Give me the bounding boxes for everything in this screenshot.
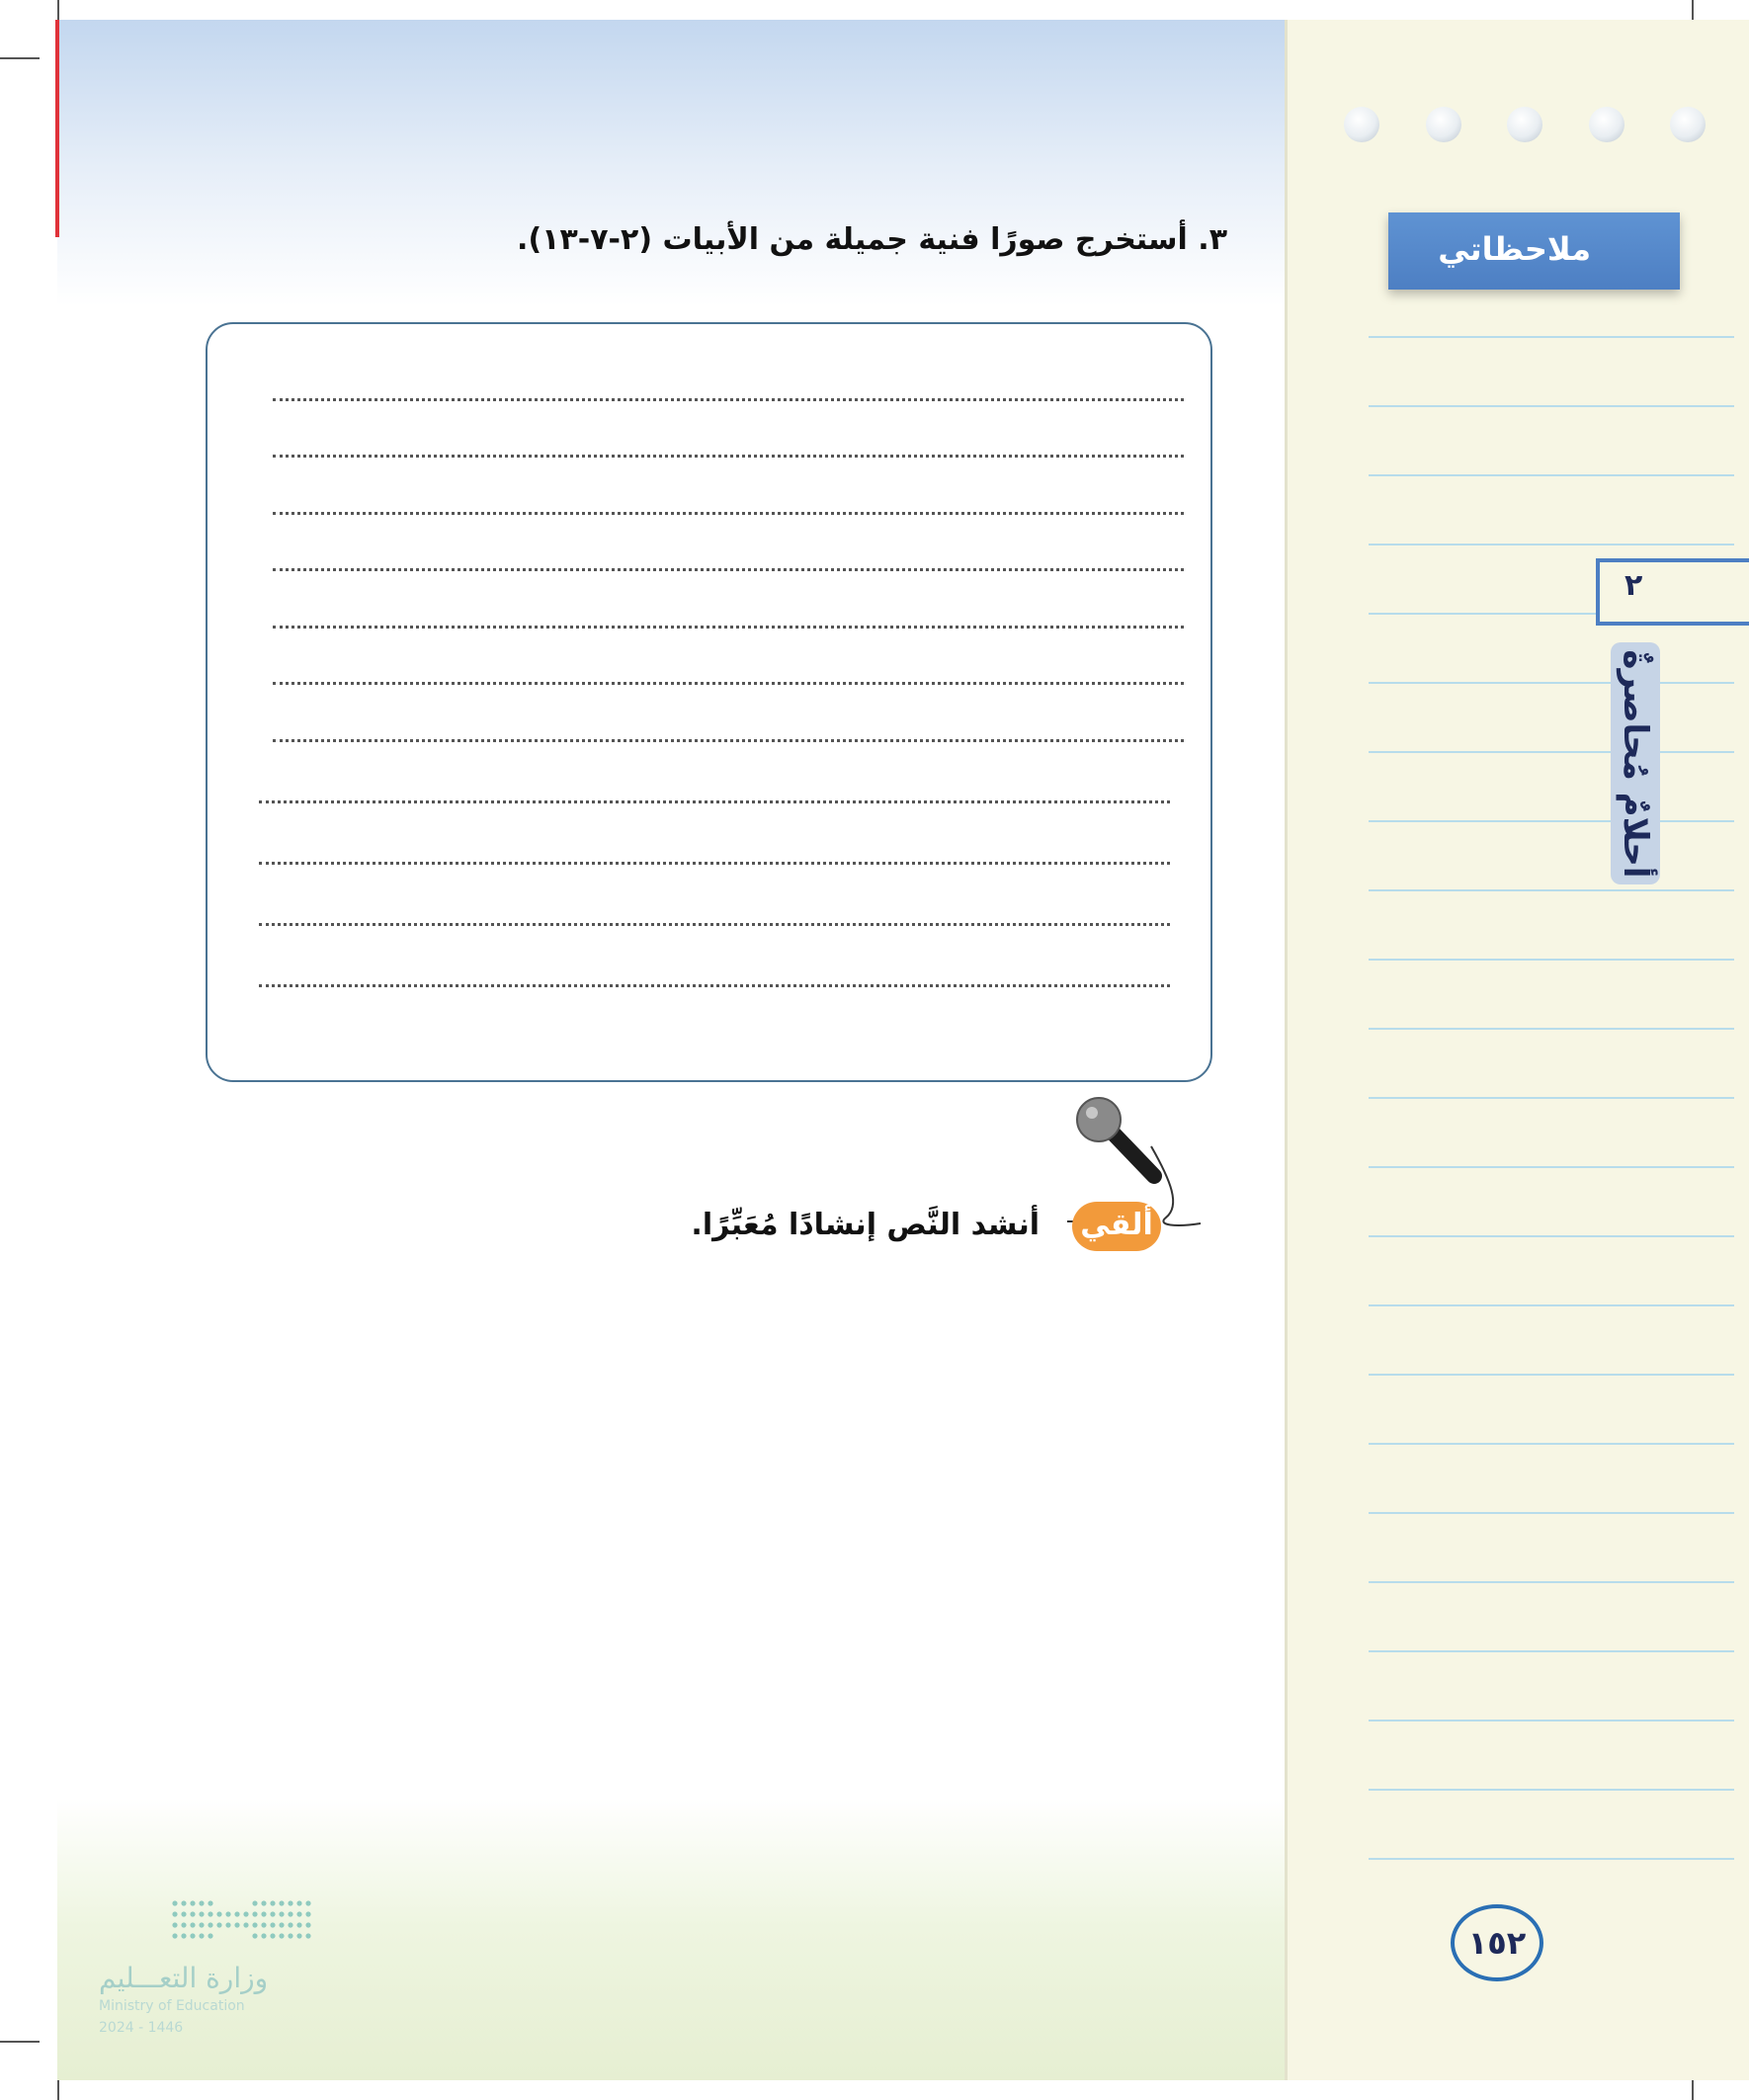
crop-mark — [0, 2041, 40, 2043]
answer-line[interactable] — [259, 800, 1170, 803]
notes-rule-line — [1369, 959, 1734, 961]
notes-rule-line — [1369, 1166, 1734, 1168]
answer-line[interactable] — [273, 398, 1184, 401]
answer-line[interactable] — [273, 626, 1184, 629]
question-3: ٣. أستخرج صورًا فنية جميلة من الأبيات (٢-٧-١٣). — [517, 222, 1227, 257]
answer-line[interactable] — [259, 984, 1170, 987]
notes-rule-line — [1369, 1028, 1734, 1030]
binder-hole-icon — [1344, 107, 1379, 142]
notes-rule-line — [1369, 1235, 1734, 1237]
answer-line[interactable] — [259, 862, 1170, 865]
binder-hole-icon — [1426, 107, 1461, 142]
recite-instruction: أنشد النَّص إنشادًا مُعَبِّرًا. — [691, 1208, 1040, 1242]
answer-box[interactable] — [206, 322, 1212, 1082]
edge-marker — [55, 20, 59, 237]
crop-mark — [0, 57, 40, 59]
answer-line[interactable] — [273, 455, 1184, 458]
notes-rule-line — [1369, 1097, 1734, 1099]
notes-rule-line — [1369, 1512, 1734, 1514]
ministry-name-ar: وزارة التعـــليم — [99, 1962, 269, 1994]
notes-rule-line — [1369, 682, 1734, 684]
notes-title-tab — [1388, 212, 1680, 290]
ministry-year: 2024 - 1446 — [99, 2020, 184, 2036]
notes-rule-line — [1369, 1650, 1734, 1652]
unit-title: أحلامٌ مُحاصرةٌ — [1616, 648, 1655, 879]
notes-title: ملاحظاتي — [1438, 230, 1591, 268]
answer-line[interactable] — [273, 682, 1184, 685]
page-number: ١٥٢ — [1451, 1904, 1543, 1981]
notes-rule-line — [1369, 474, 1734, 476]
notes-rule-line — [1369, 336, 1734, 338]
binder-hole-icon — [1670, 107, 1706, 142]
notes-rule-line — [1369, 544, 1734, 546]
notes-rule-line — [1369, 1720, 1734, 1722]
notes-rule-line — [1369, 1304, 1734, 1306]
unit-number-box — [1596, 558, 1749, 626]
answer-line[interactable] — [273, 739, 1184, 742]
ministry-name-en: Ministry of Education — [99, 1998, 245, 2014]
notes-rule-line — [1369, 1581, 1734, 1583]
notes-rule-line — [1369, 751, 1734, 753]
binder-hole-icon — [1507, 107, 1542, 142]
notes-rule-line — [1369, 889, 1734, 891]
notes-rule-line — [1369, 1858, 1734, 1860]
answer-line[interactable] — [273, 512, 1184, 515]
notes-rule-line — [1369, 820, 1734, 822]
notes-panel — [1285, 20, 1749, 2080]
binder-hole-icon — [1589, 107, 1624, 142]
notes-rule-line — [1369, 1374, 1734, 1376]
unit-number: ٢ — [1624, 568, 1643, 603]
answer-line[interactable] — [273, 568, 1184, 571]
answer-line[interactable] — [259, 923, 1170, 926]
unit-title-tab — [1611, 642, 1660, 884]
notes-rule-line — [1369, 405, 1734, 407]
recite-badge: ألقي — [1072, 1202, 1161, 1251]
notes-rule-line — [1369, 1443, 1734, 1445]
notes-rule-line — [1369, 1789, 1734, 1791]
ministry-logo-icon — [170, 1897, 328, 1947]
